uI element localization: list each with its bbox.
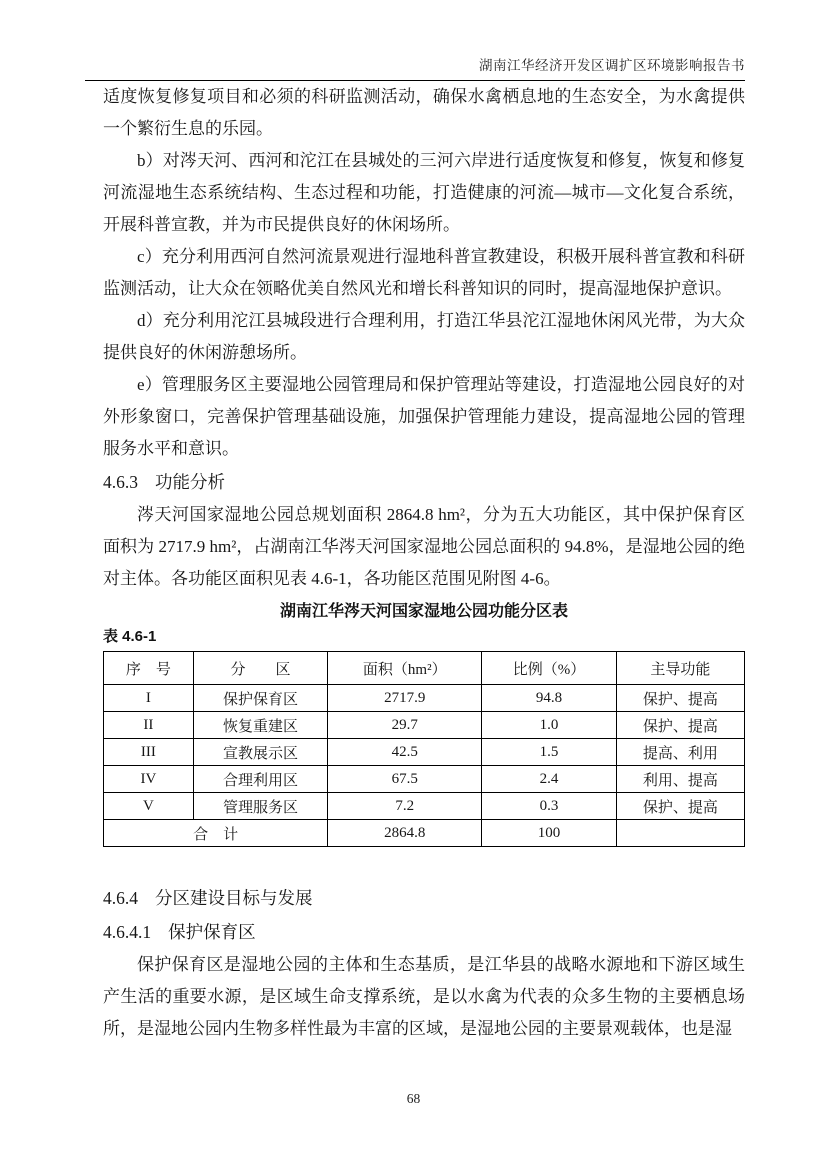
- paragraph-4-6-3: 涔天河国家湿地公园总规划面积 2864.8 hm²，分为五大功能区，其中保护保育区面积为 2717.9 hm²，占湖南江华涔天河国家湿地公园总面积的 94.8%，是湿地公园的绝对主体。各功能区面积见表 4.6-1，各功能区范围见附图 4-6。: [103, 505, 745, 588]
- cell-area: 7.2: [328, 793, 482, 820]
- cell-seq: I: [104, 685, 194, 712]
- cell-seq: III: [104, 739, 194, 766]
- section-heading-4-6-4: [103, 881, 745, 915]
- header-title: 湖南江华经济开发区调扩区环境影响报告书: [479, 58, 745, 73]
- paragraph-4-6-4-1: 保护保育区是湿地公园的主体和生态基质，是江华县的战略水源地和下游区域生产生活的重要水源，是区域生命支撑系统，是以水禽为代表的众多生物的主要栖息场所，是湿地公园内生物多样性最为丰富的区域，是湿地公园的主要景观载体，也是湿: [103, 955, 745, 1038]
- paragraph-c: c）充分利用西河自然河流景观进行湿地科普宣教建设，积极开展科普宣教和科研监测活动，让大众在领略优美自然风光和增长科普知识的同时，提高湿地保护意识。: [103, 247, 745, 298]
- cell-percent: 1.0: [482, 712, 617, 739]
- cell-area: 67.5: [328, 766, 482, 793]
- cell-percent: 94.8: [482, 685, 617, 712]
- page-header: [85, 57, 745, 81]
- cell-area: 29.7: [328, 712, 482, 739]
- section-title: 保护保育区: [168, 922, 256, 942]
- cell-area: 2717.9: [328, 685, 482, 712]
- table-row: [104, 766, 745, 793]
- table-label: 表 4.6-1: [103, 628, 157, 645]
- cell-zone: 恢复重建区: [193, 712, 328, 739]
- function-zoning-table: [103, 651, 745, 847]
- cell-total-label: 合 计: [104, 820, 328, 847]
- cell-zone: 管理服务区: [193, 793, 328, 820]
- section-number: 4.6.4.1: [103, 922, 152, 942]
- page-number: 68: [406, 1091, 421, 1106]
- section-number: 4.6.4: [103, 888, 138, 908]
- table-header-zone: 分 区: [193, 652, 328, 685]
- table-row: [104, 712, 745, 739]
- table-header-percent: 比例（%）: [482, 652, 617, 685]
- table-row: [104, 793, 745, 820]
- section-title: 分区建设目标与发展: [155, 888, 313, 908]
- cell-zone: 合理利用区: [193, 766, 328, 793]
- section-heading-4-6-3: [103, 465, 745, 499]
- cell-function: 保护、提高: [616, 712, 744, 739]
- paragraph-d: d）充分利用沱江县城段进行合理利用，打造江华县沱江湿地休闲风光带，为大众提供良好的休闲游憩场所。: [103, 311, 745, 362]
- section-title: 功能分析: [155, 472, 225, 492]
- table-header-row: [104, 652, 745, 685]
- cell-total-function: [616, 820, 744, 847]
- page-content: [103, 81, 745, 1045]
- cell-total-area: 2864.8: [328, 820, 482, 847]
- section-heading-4-6-4-1: [103, 915, 745, 949]
- cell-function: 保护、提高: [616, 793, 744, 820]
- table-caption: 湖南江华涔天河国家湿地公园功能分区表: [279, 603, 568, 620]
- cell-zone: 宣教展示区: [193, 739, 328, 766]
- cell-percent: 0.3: [482, 793, 617, 820]
- cell-percent: 1.5: [482, 739, 617, 766]
- cell-function: 提高、利用: [616, 739, 744, 766]
- table-row: [104, 685, 745, 712]
- cell-seq: II: [104, 712, 194, 739]
- paragraph-b: b）对涔天河、西河和沱江在县城处的三河六岸进行适度恢复和修复，恢复和修复河流湿地生态系统结构、生态过程和功能，打造健康的河流—城市—文化复合系统，开展科普宣教，并为市民提供良好的休闲场所。: [103, 151, 745, 234]
- table-total-row: [104, 820, 745, 847]
- paragraph-intro: 适度恢复修复项目和必须的科研监测活动，确保水禽栖息地的生态安全，为水禽提供一个繁衍生息的乐园。: [103, 87, 745, 138]
- cell-function: 保护、提高: [616, 685, 744, 712]
- table-header-function: 主导功能: [616, 652, 744, 685]
- cell-seq: V: [104, 793, 194, 820]
- table-header-area: 面积（hm²）: [328, 652, 482, 685]
- cell-seq: IV: [104, 766, 194, 793]
- cell-percent: 2.4: [482, 766, 617, 793]
- table-row: [104, 739, 745, 766]
- paragraph-e: e）管理服务区主要湿地公园管理局和保护管理站等建设，打造湿地公园良好的对外形象窗口，完善保护管理基础设施，加强保护管理能力建设，提高湿地公园的管理服务水平和意识。: [103, 375, 745, 458]
- section-number: 4.6.3: [103, 472, 138, 492]
- cell-area: 42.5: [328, 739, 482, 766]
- cell-zone: 保护保育区: [193, 685, 328, 712]
- table-header-seq: 序 号: [104, 652, 194, 685]
- cell-function: 利用、提高: [616, 766, 744, 793]
- cell-total-percent: 100: [482, 820, 617, 847]
